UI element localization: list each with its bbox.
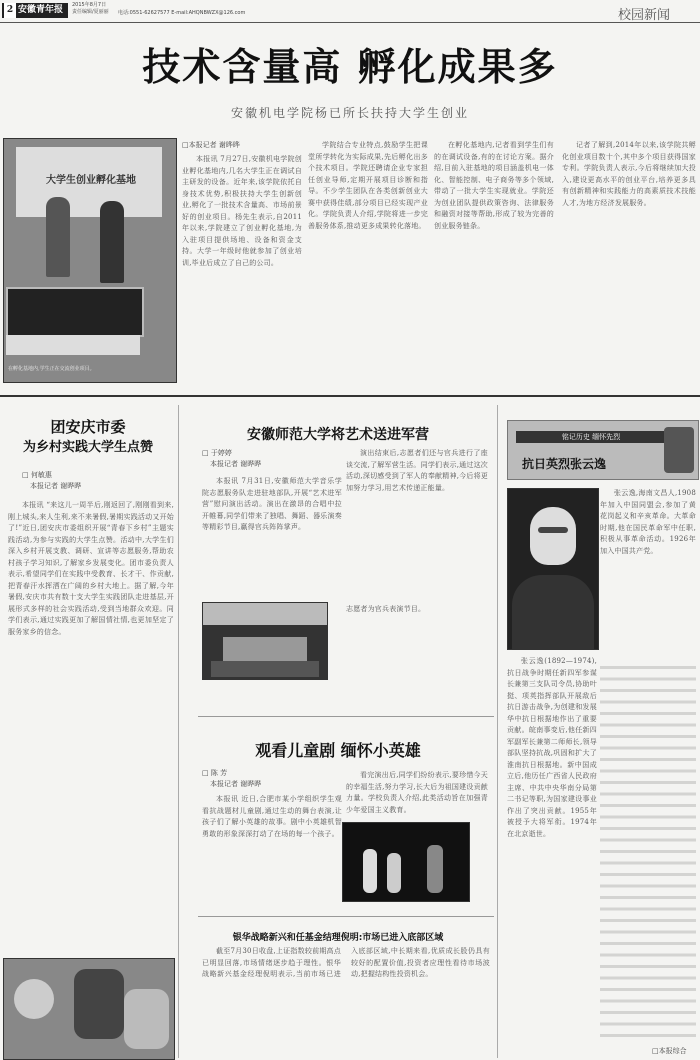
editor-line: 责任编辑/夏丽丽 [72,9,109,15]
left-byline-reporter: 本报记者 谢晔晔 [30,482,82,490]
lead-headline: 技术含量高 孵化成果多 [142,44,558,89]
middle-story1-col1-text: 本报讯 7月31日,安徽师范大学音乐学院志愿服务队走进驻地部队,开展“艺术进军营”慰问演出活动。演出在激昂的合唱中拉开帷幕,同学们带来了独唱、舞蹈、器乐演奏等精彩节目,赢得官兵阵阵掌声。 [202,477,342,531]
middle-story1-photo-caption: 志愿者为官兵表演节目。 [346,605,426,613]
middle-story1-col2-text: 演出结束后,志愿者们还与官兵进行了座谈交流,了解军营生活。同学们表示,通过这次活动,深切感受到了军人的奉献精神,今后将更加努力学习,用艺术传递正能量。 [346,449,488,492]
right-side-text: 张云逸,海南文昌人,1908年加入中国同盟会,参加了黄花岗起义和辛亥革命。大革命时期,他在国民革命军中任职,积极从事革命活动。1926年加入中国共产党。 [600,489,696,555]
middle-story3-body [202,946,490,1058]
childrens-play-photo [342,822,470,902]
bottom-left-photo [3,958,175,1060]
lead-col-2 [308,140,428,382]
lead-col-1-text: 本报讯 7月27日,安徽机电学院创业孵化基地内,几名大学生正在调试自主研发的设备。近年来,该学院依托自身技术优势,积极扶持大学生创新创业,孵化了一批技术含量高、市场前景好的创业项目。杨先生表示,自2011年以来,学院建立了创业孵化基地,为入驻项目提供场地、设备和资金支持。大学一年级时他就参加了创业培训,毕业后成立了自己的公司。 [182,155,302,267]
section-divider [0,395,700,397]
middle-story1-col1 [202,476,342,598]
middle-story3-body-text: 截至7月30日收盘,上证指数较前期高点已明显回落,市场情绪逐步趋于理性。银华战略新兴基金经理倪明表示,当前市场已进入底部区域,中长期来看,优质成长股仍具有较好的配置价值,投资者应理性看待市场波动,把握结构性投资机会。 [202,947,490,978]
middle-story2-author: □ 陈 芳 [202,769,228,777]
logo-text: 安徽青年报 [18,5,64,15]
right-column-right [600,662,696,1042]
logo-badge: 2 [4,3,16,18]
section-tab: 校园新闻 [618,8,671,23]
right-side-column [600,488,696,658]
right-banner [507,420,699,480]
military-performance-photo [202,602,328,680]
middle-story1-author: □ 于婷婷 [202,449,232,457]
middle-story1-col2 [346,448,488,598]
right-banner-tag: 铭记历史 缅怀先烈 [516,431,666,443]
contact-line: 电话:0551-62627577 E-mail:AHQNBWZX@126.com [118,10,246,16]
left-headline-line1: 团安庆市委 [50,418,126,436]
issue-date: 2015年8月7日 [72,2,107,8]
middle-story2-reporter: 本报记者 谢晔晔 [210,780,262,788]
middle-story2-col1 [202,794,342,904]
middle-divider-1 [198,716,494,717]
right-story-body-text: 张云逸(1892—1974),抗日战争时期任新四军参谋长兼第三支队司令员,协助叶挺、项英指挥部队开展敌后抗日游击战争,为创建和发展华中抗日根据地作出了重要贡献。皖南事变后,他任新四军副军长兼第二师师长,领导部队坚持抗战,巩固和扩大了淮南抗日根据地。新中国成立后,他历任广西省人民政府主席、中共中央华南分局第二书记等职,为国家建设事业作出了突出贡献。1955年被授予大将军衔。1974年在北京逝世。 [507,657,597,838]
right-banner-title: 抗日英烈张云逸 [522,457,607,471]
middle-story2-col1-text: 本报讯 近日,合肥市某小学组织学生观看抗战题材儿童剧,通过生动的舞台表演,让孩子们了解小英雄的故事。剧中小英雄机智勇敢的形象深深打动了在场的每一个孩子。 [202,795,342,838]
middle-story2-col2-text: 看完演出后,同学们纷纷表示,要珍惜今天的幸福生活,努力学习,长大后为祖国建设贡献力量。学校负责人介绍,此类活动旨在加强青少年爱国主义教育。 [346,771,488,814]
lead-byline: □本报记者 谢晔晔 [182,141,240,149]
right-column-left [507,656,597,1048]
photo-person-left [46,197,70,277]
left-byline-author: □ 何敏惠 [22,471,52,479]
banner-flag-icon [664,427,694,473]
column-rule-left [178,405,179,1058]
photo-display-table [6,287,144,337]
photo-person-right [100,201,124,283]
lead-col-2-text: 学院结合专业特点,鼓励学生把课堂所学转化为实际成果,先后孵化出多个技术项目。学院还聘请企业专家担任创业导师,定期开展项目诊断和指导。不少学生团队在各类创新创业大赛中获得佳绩,部分项目已经实现产业化。学院负责人介绍,学院将进一步完善服务体系,推动更多成果转化落地。 [308,141,428,230]
middle-story1-headline: 安徽师范大学将艺术送进军营 [247,427,429,443]
lead-col-4-text: 记者了解到,2014年以来,该学院共孵化创业项目数十个,其中多个项目获得国家专利。学院负责人表示,今后将继续加大投入,建设更高水平的创业平台,培养更多具有创新精神和实践能力的高素质技术技能人才,为地方经济发展服务。 [562,141,696,207]
left-story-body-text: 本报讯 “来这儿一周半后,刚返回了,刚刚看到来,刚上城头,来人生利,来不来暑假,暑期实践活动又开始了!”近日,团安庆市委组织开展“青春下乡村”主题实践活动,为参与实践的大学生点赞。活动中,大学生们深入乡村开展支教、调研、宣讲等志愿服务,帮助农村孩子学习知识,了解家乡发展变化。团市委负责人表示,希望同学们在实践中受教育、长才干、作贡献,把青春汗水挥洒在广阔的乡村大地上。据了解,今年暑假,安庆市共有数十支大学生实践团队走进基层,开展形式多样的社会实践活动,受到当地群众欢迎。同学们表示,通过实践更加了解国情社情,也更加坚定了服务家乡的信念。 [8,501,174,636]
right-story-signoff: □本报综合 [652,1047,687,1055]
masthead [0,0,700,23]
lead-photo [3,138,177,383]
column-rule-right [497,405,498,1058]
left-story-body [8,500,174,948]
middle-story1-caption-area [332,604,488,682]
lead-col-1 [182,154,302,382]
middle-story1-reporter: 本报记者 谢晔晔 [210,460,262,468]
zhang-yunyi-portrait [507,488,599,650]
middle-story2-col2 [346,770,488,820]
photo-banner: 大学生创业孵化基地 [46,175,136,186]
lead-subhead: 安徽机电学院杨已所长扶持大学生创业 [230,106,469,120]
middle-story3-headline: 银华战略新兴和任基金结理倪明:市场已进入底部区域 [232,933,444,943]
lead-col-4 [562,140,696,382]
middle-story2-headline: 观看儿童剧 缅怀小英雄 [255,741,421,760]
middle-divider-2 [198,916,494,917]
lead-photo-caption: 在孵化基地内,学生正在交流创业项目。 [8,366,95,372]
newspaper-logo [2,3,68,18]
lead-col-3-text: 在孵化基地内,记者看到学生们有的在调试设备,有的在讨论方案。据介绍,目前入驻基地的项目涵盖机电一体化、智能控制、电子商务等多个领域,带动了一批大学生实现就业。学院还为创业团队提供政策咨询、法律服务和融资对接等帮助,形成了较为完善的创业服务链条。 [434,141,554,230]
lead-col-3 [434,140,554,382]
left-headline-line2: 为乡村实践大学生点赞 [22,440,153,455]
